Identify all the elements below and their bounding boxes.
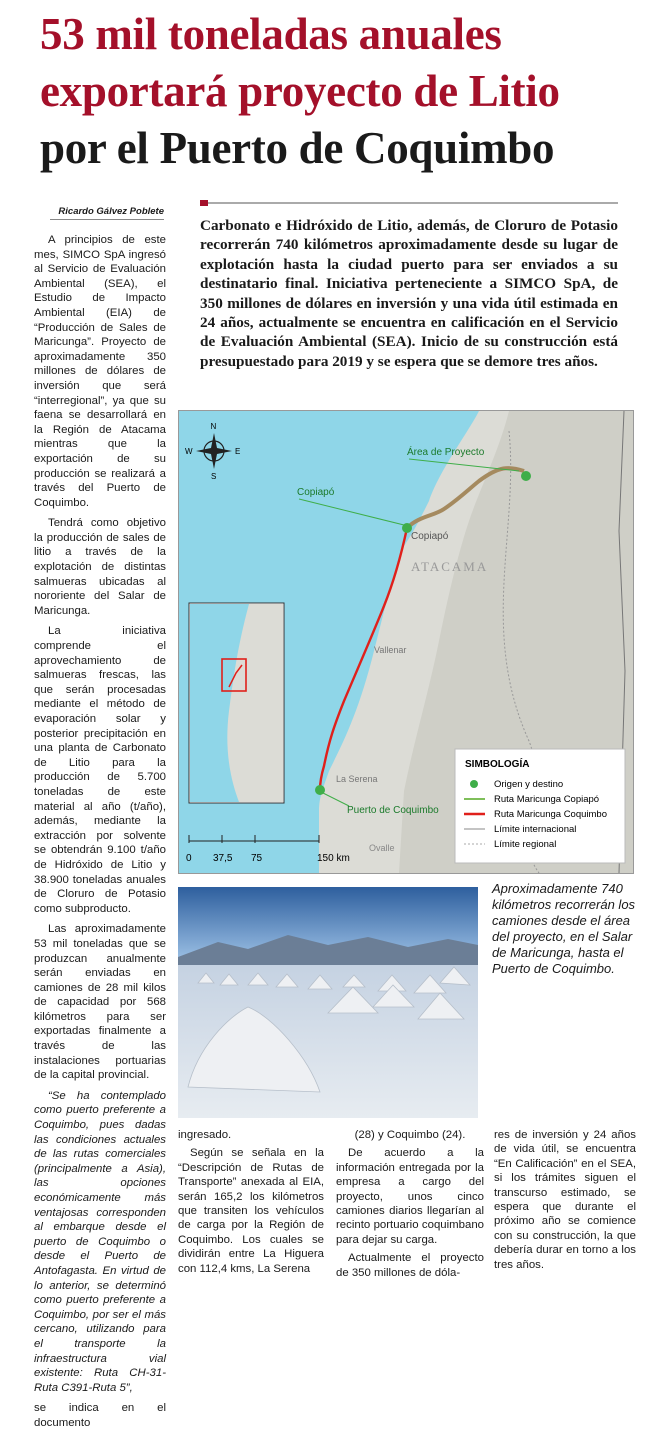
scale-tick: 37,5 <box>213 853 233 864</box>
article-column-1 <box>34 233 166 1437</box>
paragraph: res de inversión y 24 años de vida útil, se encuentra “En Calificación” en el SEA, si los trámites siguen el transcurso estimado, se espera que durante el próximo año se comience con su construcción, la que debería durar en torno a los tres años. <box>494 1129 636 1271</box>
headline-line-3: por el Puerto de Coquimbo <box>40 123 555 173</box>
legend-title: SIMBOLOGÍA <box>465 759 530 770</box>
scale-tick: 0 <box>186 853 192 864</box>
compass-n: N <box>210 422 217 431</box>
photo-caption: Aproximadamente 740 kilómetros recorrerán los camiones desde el área del proyecto, en el Salar de Maricunga, hasta el Puerto de Coquimbo. <box>492 881 636 976</box>
label-area-proyecto: Área de Proyecto <box>407 447 485 458</box>
legend-dot-icon <box>470 780 478 788</box>
quote-paragraph: “Se ha contemplado como puerto preferente a Coquimbo, pues dadas las condiciones actuales de las rutas comerciales (principalmente a Asia), las opciones económicamente más ventajosas corresponden al embarque desde el puerto de Coquimbo o desde el Puerto de Antofagasta. En virtud de lo anterior, se determinó como puerto preferente a Coquimbo, por ser el más cercano, utilizando para el transporte la infraestructura vial existente: Ruta CH-31-Ruta C391-Ruta 5”, <box>34 1089 166 1394</box>
lead-divider <box>200 202 618 204</box>
article-column-4 <box>494 1128 636 1276</box>
label-atacama: ATACAMA <box>411 559 489 574</box>
article-column-3 <box>336 1128 484 1284</box>
label-copiapo-callout: Copiapó <box>297 487 335 498</box>
label-la-serena: La Serena <box>336 774 378 784</box>
headline <box>40 6 640 177</box>
headline-line-1: 53 mil toneladas anuales <box>40 9 502 59</box>
map-legend <box>455 749 625 863</box>
label-copiapo-city: Copiapó <box>411 531 449 542</box>
label-puerto-coquimbo: Puerto de Coquimbo <box>347 805 439 816</box>
map-graphic <box>179 411 633 873</box>
compass-s: S <box>211 472 217 481</box>
paragraph: Las aproximadamente 53 mil toneladas que se produzcan anualmente serán enviadas en camiones de 28 mil kilos de capacidad por 568 kilómetros para ser exportadas finalmente a través de las instalaciones portuarias de la capital provincial. <box>34 923 166 1082</box>
legend-item: Ruta Maricunga Copiapó <box>494 794 600 805</box>
article-column-2 <box>178 1128 324 1280</box>
compass-w: W <box>185 447 193 456</box>
legend-item: Ruta Maricunga Coquimbo <box>494 809 608 820</box>
paragraph: Tendrá como objetivo la producción de sales de litio a través de la explotación de distintas salmueras ubicadas al nororiente del Salar de Maricunga. <box>34 517 166 617</box>
legend-item: Origen y destino <box>494 779 564 790</box>
paragraph: A principios de este mes, SIMCO SpA ingresó al Servicio de Evaluación Ambiental (SEA), el Estudio de Impacto Ambiental (EIA) de “Producción de Sales de Maricunga”. Proyecto de aproximadamente 350 millones de dólares de inversión que será “interregional”, ya que su faena se desarrollará en la Región de Atacama mientras que la exportación de su producción se realizará a través del Puerto de Coquimbo. <box>34 234 166 509</box>
label-vallenar: Vallenar <box>374 645 407 655</box>
compass-e: E <box>235 447 241 456</box>
lead-paragraph: Carbonato e Hidróxido de Litio, además, de Cloruro de Potasio recorrerán 740 kilómetros aproximadamente desde su lugar de explotación hasta la ciudad puerto para ser enviados a su destinatario final. Iniciativa perteneciente a SIMCO SpA, de 350 millones de dólares en inversión y una vida útil estimada en 24 años, actualmente se encuentra en calificación en el Servicio de Evaluación Ambiental (SEA). Inicio de su construcción está presupuestado para 2019 y se espera que se demore tres años. <box>200 217 618 370</box>
photo-graphic <box>178 887 478 1118</box>
legend-item: Límite regional <box>494 839 557 850</box>
paragraph: La iniciativa comprende el aprovechamiento de salmueras frescas, las que serán procesadas mediante el método de evaporación solar y posterior precipitación en una planta de Carbonato de Litio para la producción de 5.700 toneladas de este material al año (t/año), además, mediante la extracción por solvente se obtendrán 9.100 t/año de Hidróxido de Litio y 38.900 toneladas anuales de Cloruro de Potasio como subproducto. <box>34 625 166 915</box>
paragraph: De acuerdo a la información entregada por la empresa a cargo del proyecto, unos cinco camiones diarios llegarían al recinto portuario coquimbano para dejar su carga. <box>336 1147 484 1246</box>
origin-point <box>521 471 531 481</box>
paragraph: se indica en el documento <box>34 1402 166 1429</box>
headline-line-2: exportará proyecto de Litio <box>40 66 560 116</box>
paragraph: ingresado. <box>178 1129 232 1141</box>
label-ovalle: Ovalle <box>369 843 395 853</box>
salt-piles-photo <box>178 887 478 1118</box>
scale-tick: 75 <box>251 853 263 864</box>
legend-item: Límite internacional <box>494 824 577 835</box>
route-map <box>178 410 634 874</box>
scale-tick: 150 km <box>317 853 350 864</box>
paragraph: Según se señala en la “Descripción de Rutas de Transporte” anexada al EIA, serán 165,2 los kilómetros que transiten los vehículos de carga por la Región de Coquimbo. Los cuales se dividirán entre La Higuera con 112,4 kms, La Serena <box>178 1147 324 1275</box>
paragraph: Actualmente el proyecto de 350 millones de dóla- <box>336 1252 484 1279</box>
byline: Ricardo Gálvez Poblete <box>50 206 164 220</box>
paragraph: (28) y Coquimbo (24). <box>354 1129 466 1141</box>
